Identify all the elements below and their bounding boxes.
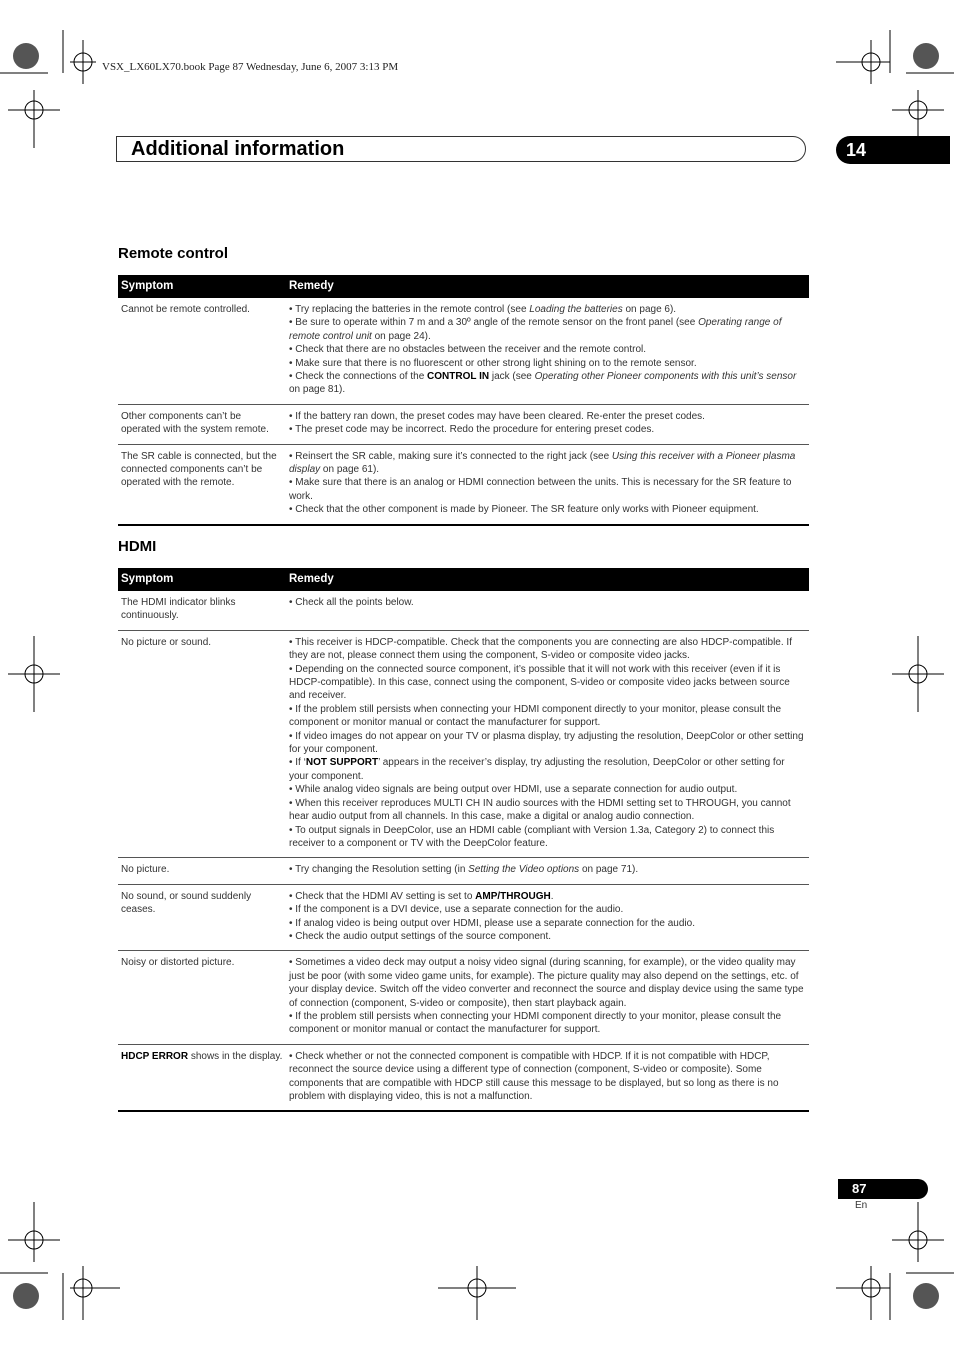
table-row xyxy=(118,858,809,884)
page-title: Additional information xyxy=(131,138,345,160)
symptom-cell: Cannot be remote controlled. xyxy=(118,298,286,404)
remedy-item: • If the component is a DVI device, use a separate connection for the audio. xyxy=(289,904,624,916)
language-code: En xyxy=(855,1200,868,1211)
remedy-item: • Be sure to operate within 7 m and a 30º angle of the remote sensor on the front panel (see Operating range of remote control unit on page 24). xyxy=(289,317,782,342)
page-number: 87 xyxy=(838,1179,928,1199)
remedy-item: • Try changing the Resolution setting (in Setting the Video options on page 71). xyxy=(289,864,639,876)
symptom-cell: Other components can’t be operated with the system remote. xyxy=(118,404,286,444)
symptom-cell: No sound, or sound suddenly ceases. xyxy=(118,884,286,951)
column-header-symptom: Symptom xyxy=(118,568,286,591)
column-header-symptom: Symptom xyxy=(118,275,286,298)
chapter-number: 14 xyxy=(836,136,950,164)
remedy-cell xyxy=(286,1044,809,1111)
remedy-cell xyxy=(286,858,809,884)
table-row xyxy=(118,404,809,444)
symptom-cell: Noisy or distorted picture. xyxy=(118,951,286,1044)
remedy-item: • Depending on the connected source component, it’s possible that it will not work with this receiver (even if it is HDCP-compatible). In this case, connect using the component, S-video or composite video jacks between source and receiver. xyxy=(289,663,790,702)
table-row xyxy=(118,444,809,525)
section-title-remote-control: Remote control xyxy=(118,245,229,262)
remedy-item: • Check the connections of the CONTROL IN jack (see Operating other Pioneer components with this unit’s sensor on page 81). xyxy=(289,371,797,396)
remedy-item: • If video images do not appear on your TV or plasma display, try adjusting the resolution, DeepColor or other setting for your component. xyxy=(289,730,804,756)
remedy-item: • While analog video signals are being output over HDMI, use a separate connection for audio output. xyxy=(289,784,738,796)
remedy-cell xyxy=(286,630,809,858)
symptom-cell: No picture or sound. xyxy=(118,630,286,858)
remedy-item: • Check all the points below. xyxy=(289,597,414,608)
remedy-item: • Check that the HDMI AV setting is set to AMP/THROUGH. xyxy=(289,890,554,902)
remedy-item: • This receiver is HDCP-compatible. Check that the components you are connecting are also HDCP-compatible. If they are not, please connect them using the component, S-video or composite video jacks. xyxy=(289,636,792,662)
remedy-cell xyxy=(286,884,809,951)
section-title-hdmi: HDMI xyxy=(118,538,157,555)
remedy-item: • Make sure that there is no fluorescent or other strong light shining on to the remote sensor. xyxy=(289,357,697,369)
symptom-cell: No picture. xyxy=(118,858,286,884)
remedy-item: • To output signals in DeepColor, use an HDMI cable (compliant with Version 1.3a, Category 2) to connect this receiver to a component or TV with the DeepColor feature. xyxy=(289,824,775,849)
print-info-line: VSX_LX60LX70.book Page 87 Wednesday, June 6, 2007 3:13 PM xyxy=(102,61,399,73)
table-row xyxy=(118,298,809,404)
remedy-item: • The preset code may be incorrect. Redo the procedure for entering preset codes. xyxy=(289,424,655,436)
column-header-remedy: Remedy xyxy=(286,568,809,591)
hdmi-table xyxy=(118,568,809,1112)
remote-control-table xyxy=(118,275,809,526)
column-header-remedy: Remedy xyxy=(286,275,809,298)
table-row xyxy=(118,591,809,630)
remedy-cell xyxy=(286,591,809,630)
table-row xyxy=(118,951,809,1044)
remedy-item: • Check that there are no obstacles between the receiver and the remote control. xyxy=(289,344,647,356)
table-row xyxy=(118,884,809,951)
remedy-item: • Check whether or not the connected component is compatible with HDCP. If it is not compatible with HDCP, reconnect the source device using a different type of connection (component, S-video or composite). Some components that are compatible with HDCP still cause this message to be displayed, but so long as there is no problem with displaying video, this is not a malfunction. xyxy=(289,1050,779,1102)
table-row xyxy=(118,1044,809,1111)
remedy-item: • Try replacing the batteries in the remote control (see Loading the batteries on page 6). xyxy=(289,304,677,315)
remedy-item: • If analog video is being output over HDMI, please use a separate connection for the audio. xyxy=(289,917,695,929)
remedy-item: • If the battery ran down, the preset codes may have been cleared. Re-enter the preset codes. xyxy=(289,410,705,422)
remedy-cell xyxy=(286,444,809,525)
remedy-cell xyxy=(286,951,809,1044)
symptom-cell: The HDMI indicator blinks continuously. xyxy=(118,591,286,630)
remedy-item: • Sometimes a video deck may output a noisy video signal (during scanning, for example), or the video quality may just be poor (with some video game units, for example). The picture quality may also depend on the settings, etc. of your display device. Switch off the video converter and reconnect the source and display device using the same type of connection (component, S-video or composite), then start playback again. xyxy=(289,957,804,1009)
remedy-item: • If the problem still persists when connecting your HDMI component directly to your monitor, please consult the component or monitor manual or contact the manufacturer for support. xyxy=(289,703,782,729)
remedy-item: • Check the audio output settings of the source component. xyxy=(289,930,551,942)
remedy-cell xyxy=(286,404,809,444)
remedy-item: • If the problem still persists when connecting your HDMI component directly to your monitor, please consult the component or monitor manual or contact the manufacturer for support. xyxy=(289,1010,782,1036)
symptom-cell: The SR cable is connected, but the connected components can’t be operated with the remote. xyxy=(118,444,286,525)
remedy-item: • When this receiver reproduces MULTI CH IN audio sources with the HDMI setting set to THROUGH, you cannot hear audio output from all channels. In this case, make a digital or analog audio connection. xyxy=(289,797,791,823)
remedy-item: • Check that the other component is made by Pioneer. The SR feature only works with Pioneer equipment. xyxy=(289,504,759,516)
remedy-cell xyxy=(286,298,809,404)
remedy-item: • Make sure that there is an analog or HDMI connection between the units. This is necessary for the SR feature to work. xyxy=(289,477,792,502)
remedy-item: • If ‘NOT SUPPORT’ appears in the receiver’s display, try adjusting the resolution, DeepColor or other setting for your component. xyxy=(289,757,785,782)
table-row xyxy=(118,630,809,858)
symptom-cell: HDCP ERROR shows in the display. xyxy=(118,1044,286,1111)
remedy-item: • Reinsert the SR cable, making sure it’s connected to the right jack (see Using this receiver with a Pioneer plasma display on page 61). xyxy=(289,450,796,476)
